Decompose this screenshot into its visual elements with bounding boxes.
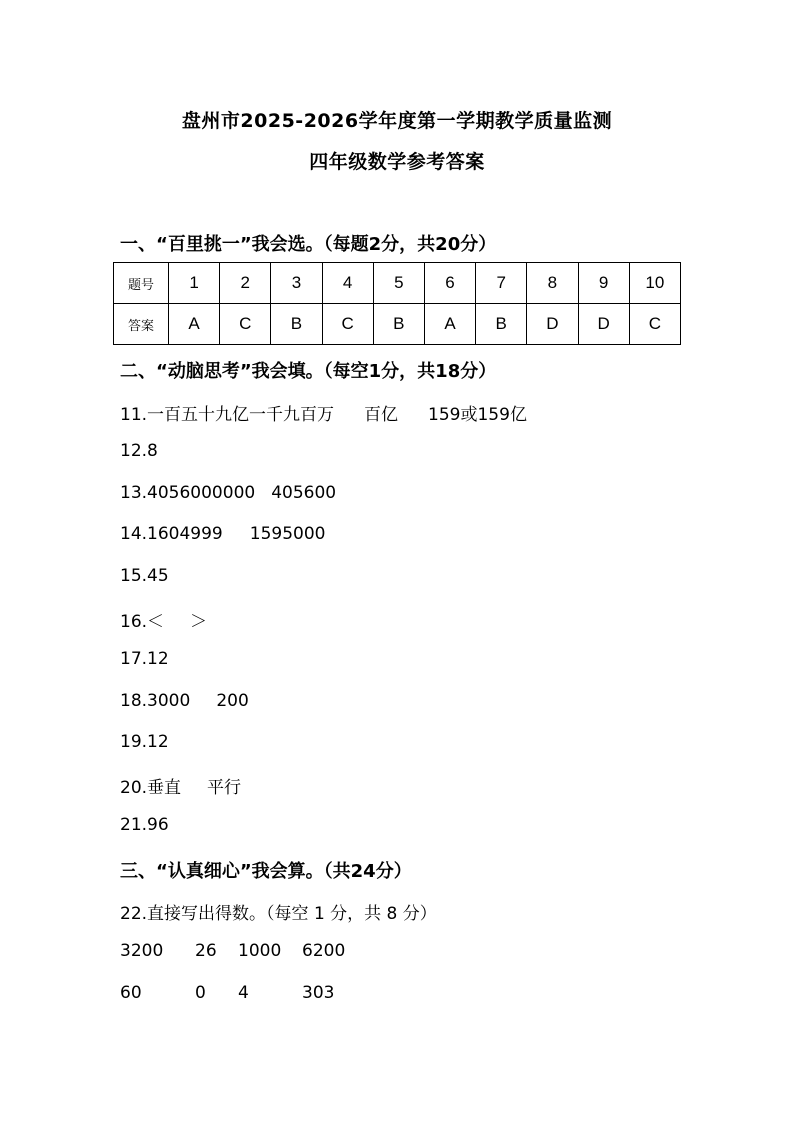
answer-text: 16.＜ (120, 612, 165, 632)
question-number-cell: 5 (373, 263, 424, 304)
calc-answers-row-1 (120, 941, 345, 961)
question-number-cell: 7 (476, 263, 527, 304)
answer-cell: A (169, 304, 220, 345)
answer-cell: B (271, 304, 322, 345)
answer-text: 20.垂直 (120, 778, 182, 798)
answer-text: 1000 (238, 941, 282, 961)
answer-text: 6200 (302, 941, 346, 961)
answer-text: 303 (302, 983, 335, 1003)
answer-cell: D (578, 304, 629, 345)
answer-line-18 (120, 691, 249, 711)
question-number-cell: 8 (527, 263, 578, 304)
answer-line-21 (120, 815, 169, 835)
answer-line-20 (120, 773, 241, 798)
answer-text: 18.3000 (120, 691, 191, 711)
row-label-number: 题号 (114, 263, 169, 304)
answer-text: 200 (216, 691, 249, 711)
answer-cell: A (424, 304, 475, 345)
section-1-heading: 一、“百里挑一”我会选。（每题2分，共20分） (120, 234, 497, 255)
answer-text: 平行 (207, 778, 242, 798)
row-label-answer: 答案 (114, 304, 169, 345)
answer-text: 14.1604999 (120, 524, 223, 544)
answer-text: 17.12 (120, 649, 169, 669)
answer-text: 21.96 (120, 815, 169, 835)
answer-line-15 (120, 566, 169, 586)
answer-line-16 (120, 607, 207, 632)
answer-text: 百亿 (364, 405, 399, 425)
answer-line-11 (120, 400, 527, 425)
answer-text: 0 (195, 983, 206, 1003)
answer-text: 60 (120, 983, 142, 1003)
answer-line-12 (120, 441, 158, 461)
answer-cell: D (527, 304, 578, 345)
answer-text: 1595000 (249, 524, 326, 544)
answer-line-19 (120, 732, 169, 752)
page-title: 盘州市2025-2026学年度第一学期教学质量监测 (181, 110, 613, 132)
question-number-cell: 6 (424, 263, 475, 304)
calc-answers-row-2 (120, 983, 334, 1003)
question-number-cell: 3 (271, 263, 322, 304)
table-row-numbers (114, 263, 681, 304)
answer-text: 159或159亿 (428, 405, 527, 425)
question-number-cell: 1 (169, 263, 220, 304)
answer-text: 4 (238, 983, 249, 1003)
table-row-answers (114, 304, 681, 345)
answer-table (113, 262, 681, 345)
page-subtitle: 四年级数学参考答案 (309, 151, 485, 173)
answer-line-13 (120, 483, 336, 503)
answer-text: 12.8 (120, 441, 158, 461)
answer-text: 19.12 (120, 732, 169, 752)
answer-text: 26 (195, 941, 217, 961)
question-number-cell: 2 (220, 263, 271, 304)
answer-cell: C (322, 304, 373, 345)
answer-cell: C (629, 304, 680, 345)
answer-text: 15.45 (120, 566, 169, 586)
answer-text: ＞ (190, 612, 208, 632)
section-3-heading: 三、“认真细心”我会算。（共24分） (120, 861, 412, 882)
answer-text: 405600 (271, 483, 337, 503)
section-3-sub-heading: 22.直接写出得数。（每空 1 分，共 8 分） (120, 904, 437, 924)
answer-line-14 (120, 524, 325, 544)
answer-text: 3200 (120, 941, 164, 961)
section-2-heading: 二、“动脑思考”我会填。（每空1分，共18分） (120, 361, 497, 382)
answer-cell: C (220, 304, 271, 345)
question-number-cell: 9 (578, 263, 629, 304)
answer-cell: B (373, 304, 424, 345)
answer-text: 11.一百五十九亿一千九百万 (120, 405, 335, 425)
answer-line-17 (120, 649, 169, 669)
question-number-cell: 4 (322, 263, 373, 304)
answer-text: 13.4056000000 (120, 483, 256, 503)
answer-cell: B (476, 304, 527, 345)
question-number-cell: 10 (629, 263, 680, 304)
